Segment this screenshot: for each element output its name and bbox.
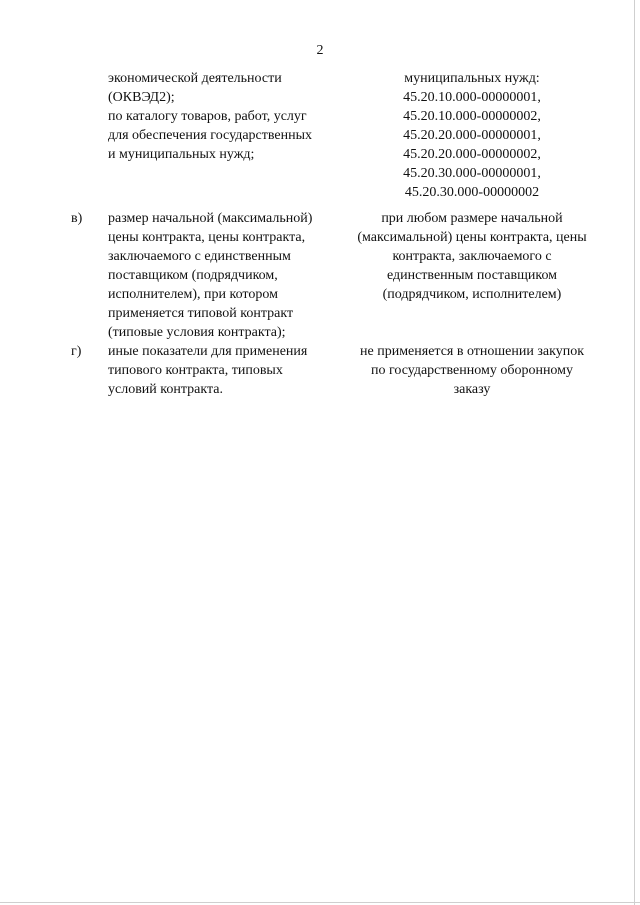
item-g-left-line-2: типового контракта, типовых xyxy=(108,363,283,378)
item-g-marker: г) xyxy=(71,344,82,359)
scan-edge-bottom xyxy=(0,902,640,903)
top-right-line-7: 45.20.30.000-00000002 xyxy=(404,185,540,200)
top-left-line-3: по каталогу товаров, работ, услуг xyxy=(108,109,307,124)
scan-edge-right xyxy=(634,0,635,905)
item-v-left-line-1: размер начальной (максимальной) xyxy=(108,211,313,226)
top-left-line-4: для обеспечения государственных xyxy=(108,128,312,143)
item-v-right-line-1: при любом размере начальной xyxy=(381,211,563,226)
item-v-left-line-6: применяется типовой контракт xyxy=(108,306,294,321)
top-left-line-5: и муниципальных нужд; xyxy=(108,147,255,162)
item-v-left-line-7: (типовые условия контракта); xyxy=(108,325,286,340)
item-v-left-line-3: заключаемого с единственным xyxy=(108,249,291,264)
item-g-right-line-3: заказу xyxy=(453,382,491,397)
top-right-line-4: 45.20.20.000-00000001, xyxy=(403,128,541,143)
top-right-line-6: 45.20.30.000-00000001, xyxy=(403,166,541,181)
item-v-right-line-2: (максимальной) цены контракта, цены xyxy=(357,230,587,245)
item-v-left-line-4: поставщиком (подрядчиком, xyxy=(108,268,278,283)
item-g-left-line-3: условий контракта. xyxy=(108,382,224,397)
top-left-line-1: экономической деятельности xyxy=(108,71,282,86)
item-v-right-line-3: контракта, заключаемого с xyxy=(392,249,552,264)
item-v-left-line-5: исполнителем), при котором xyxy=(108,287,278,302)
top-right-line-3: 45.20.10.000-00000002, xyxy=(403,109,541,124)
top-right-line-1: муниципальных нужд: xyxy=(404,71,540,86)
item-g-right-line-2: по государственному оборонному xyxy=(370,363,574,378)
item-v-left-line-2: цены контракта, цены контракта, xyxy=(108,230,306,245)
item-v-marker: в) xyxy=(71,211,83,226)
top-right-line-5: 45.20.20.000-00000002, xyxy=(403,147,541,162)
item-v-right-line-5: (подрядчиком, исполнителем) xyxy=(382,287,562,302)
item-g-left-line-1: иные показатели для применения xyxy=(108,344,308,359)
top-left-line-2: (ОКВЭД2); xyxy=(108,90,175,105)
top-right-line-2: 45.20.10.000-00000001, xyxy=(403,90,541,105)
item-g-right-line-1: не применяется в отношении закупок xyxy=(360,344,584,359)
item-v-right-line-4: единственным поставщиком xyxy=(386,268,558,283)
page-number: 2 xyxy=(316,43,324,58)
